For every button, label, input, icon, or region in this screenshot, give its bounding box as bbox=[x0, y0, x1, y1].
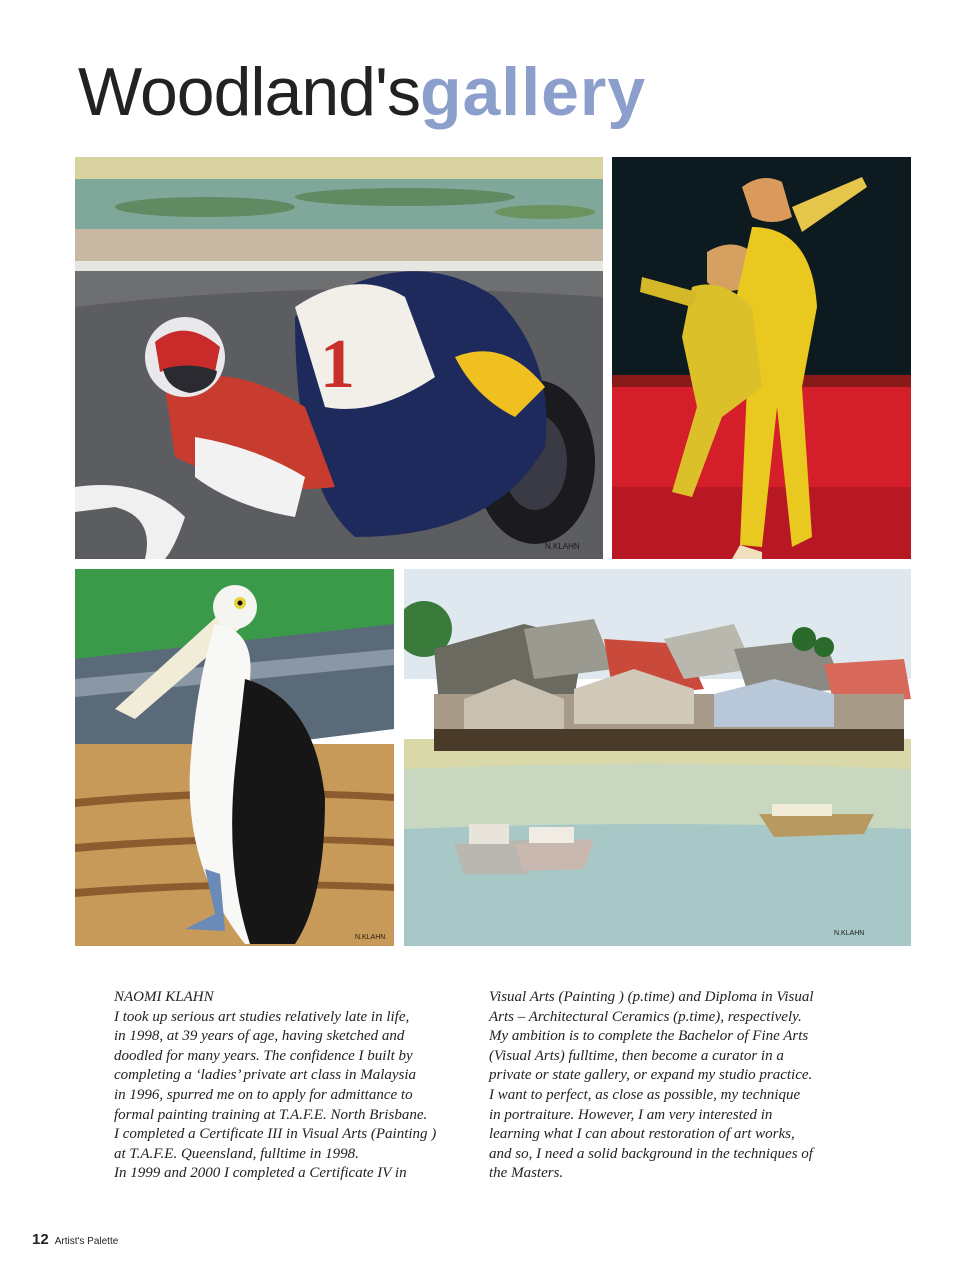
publication-name: Artist's Palette bbox=[54, 1236, 119, 1247]
svg-text:1: 1 bbox=[320, 326, 355, 403]
title-bold: gallery bbox=[419, 54, 647, 130]
text-line: In 1999 and 2000 I completed a Certificate IV in bbox=[114, 1165, 407, 1182]
text-line: I completed a Certificate III in Visual Arts (Painting ) bbox=[114, 1126, 437, 1143]
text-line: at T.A.F.E. Queensland, fulltime in 1998. bbox=[114, 1145, 359, 1162]
article-column-1 bbox=[114, 988, 474, 1184]
page-title bbox=[78, 52, 646, 132]
river-village-painting bbox=[404, 569, 911, 946]
text-line: learning what I can about restoration of art works, bbox=[489, 1126, 795, 1143]
text-line: in portraiture. However, I am very interested in bbox=[489, 1106, 773, 1123]
text-line: I took up serious art studies relatively late in life, bbox=[114, 1008, 410, 1025]
pelican-painting bbox=[75, 569, 394, 946]
article-column-2 bbox=[489, 988, 859, 1184]
page-footer bbox=[32, 1231, 118, 1249]
text-line: My ambition is to complete the Bachelor of Fine Arts bbox=[489, 1028, 809, 1045]
text-line: formal painting training at T.A.F.E. North Brisbane. bbox=[114, 1106, 428, 1123]
page-number: 12 bbox=[32, 1231, 49, 1248]
text-line: in 1996, spurred me on to apply for admittance to bbox=[114, 1086, 413, 1103]
text-line: Arts – Architectural Ceramics (p.time), respectively. bbox=[489, 1008, 802, 1025]
text-line: (Visual Arts) fulltime, then become a curator in a bbox=[489, 1047, 784, 1064]
text-line: and so, I need a solid background in the techniques of bbox=[489, 1145, 813, 1162]
signature: N.KLAHN bbox=[545, 542, 580, 551]
text-line: doodled for many years. The confidence I built by bbox=[114, 1047, 413, 1064]
signature: N.KLAHN bbox=[355, 934, 386, 941]
signature: N.KLAHN bbox=[834, 930, 865, 937]
text-line: the Masters. bbox=[489, 1165, 564, 1182]
title-light: Woodland's bbox=[78, 54, 420, 130]
dancers-painting bbox=[612, 157, 911, 559]
text-line: I want to perfect, as close as possible, my technique bbox=[489, 1086, 801, 1103]
motorcycle-racer-painting bbox=[75, 157, 603, 559]
text-line: completing a ‘ladies’ private art class in Malaysia bbox=[114, 1067, 417, 1084]
text-line: in 1998, at 39 years of age, having sketched and bbox=[114, 1028, 405, 1045]
text-line: private or state gallery, or expand my studio practice. bbox=[489, 1067, 813, 1084]
author-name: NAOMI KLAHN bbox=[114, 989, 214, 1005]
text-line: Visual Arts (Painting ) (p.time) and Diploma in Visual bbox=[489, 989, 814, 1005]
